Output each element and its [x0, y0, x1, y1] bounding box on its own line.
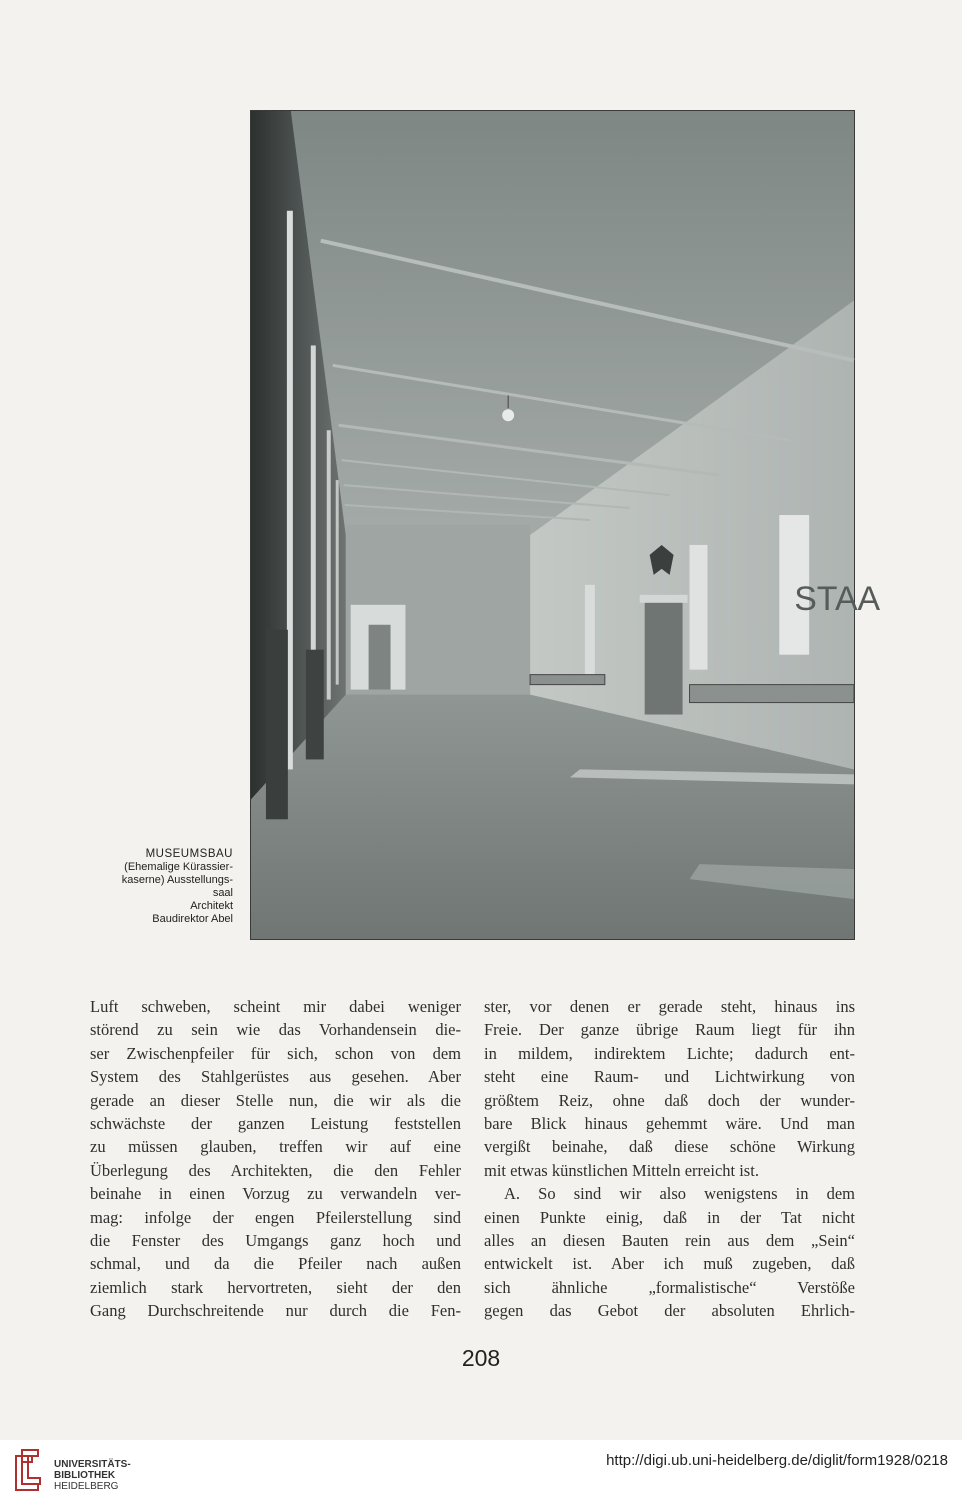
text-line: schmal, und da die Pfeiler nach außen	[90, 1254, 461, 1274]
text-column-right	[484, 995, 855, 1323]
caption-line: (Ehemalige Kürassier-	[124, 861, 233, 873]
footer-bar	[0, 1440, 962, 1510]
caption-line: saal	[212, 887, 233, 899]
text-line: in mildem, indirektem Lichte; dadurch ent-	[484, 1043, 855, 1063]
library-logo-icon	[10, 1448, 44, 1498]
text-line: gegen das Gebot der absoluten Ehrlich-	[484, 1301, 855, 1321]
source-url-link[interactable]: http://digi.ub.uni-heidelberg.de/diglit/form1928/0218	[606, 1452, 948, 1469]
photo-caption	[83, 848, 233, 926]
text-line: gerade an dieser Stelle nun, die wir als die	[90, 1090, 461, 1110]
wall-lettering: STAA	[794, 579, 881, 618]
text-line: zu müssen glauben, treffen wir auf eine	[90, 1137, 461, 1157]
text-line: steht eine Raum- und Lichtwirkung von	[484, 1067, 855, 1087]
text-column-left	[90, 995, 461, 1323]
text-line: vergißt beinahe, daß diese schöne Wirkung	[484, 1137, 855, 1157]
library-line: HEIDELBERG	[54, 1481, 119, 1492]
caption-line: Architekt	[190, 900, 233, 912]
text-line: schwächste der ganzen Leistung feststellen	[90, 1114, 461, 1134]
caption-title: MUSEUMSBAU	[145, 848, 233, 860]
text-line: einen Punkte einig, daß in der Tat nicht	[484, 1207, 855, 1227]
caption-line: kaserne) Ausstellungs-	[121, 874, 233, 886]
text-line: mit etwas künstlichen Mitteln erreicht ist.	[484, 1160, 759, 1180]
text-line: ster, vor denen er gerade steht, hinaus ins	[484, 997, 855, 1016]
caption-line: Baudirektor Abel	[152, 913, 233, 925]
text-line: sich ähnliche „formalistische“ Verstöße	[484, 1277, 855, 1297]
text-line: bare Blick hinaus gehemmt wäre. Und man	[484, 1114, 855, 1134]
text-line: ziemlich stark hervortreten, sieht der den	[90, 1277, 461, 1297]
text-line: entwickelt ist. Aber ich muß zugeben, daß	[484, 1254, 855, 1274]
text-line: größtem Reiz, ohne daß doch der wunder-	[484, 1090, 855, 1110]
text-line: mag: infolge der engen Pfeilerstellung sind	[90, 1207, 461, 1227]
text-line: System des Stahlgerüstes aus gesehen. Aber	[90, 1067, 461, 1087]
text-line: Luft schweben, scheint mir dabei weniger	[90, 997, 461, 1016]
library-line: UNIVERSITÄTS-	[54, 1459, 131, 1470]
page-number: 208	[461, 1345, 501, 1371]
library-name	[54, 1459, 131, 1492]
text-line: alles an diesen Bauten rein aus dem „Sein“	[484, 1231, 855, 1251]
text-line: störend zu sein wie das Vorhandensein die-	[90, 1020, 461, 1040]
text-line: die Fenster des Umgangs ganz hoch und	[90, 1231, 461, 1251]
text-line: beinahe in einen Vorzug zu verwandeln ver-	[90, 1184, 461, 1204]
text-line: ser Zwischenpfeiler für sich, schon von dem	[90, 1043, 461, 1063]
text-line: A. So sind wir also wenigstens in dem	[504, 1184, 855, 1204]
text-line: Freie. Der ganze übrige Raum liegt für ihn	[484, 1020, 855, 1040]
exhibition-hall-photo	[250, 110, 881, 940]
text-line: Gang Durchschreitende nur durch die Fen-	[90, 1301, 461, 1321]
hall-photograph	[251, 111, 881, 939]
text-line: Überlegung des Architekten, die den Fehler	[90, 1160, 461, 1180]
library-line: BIBLIOTHEK	[54, 1470, 116, 1481]
